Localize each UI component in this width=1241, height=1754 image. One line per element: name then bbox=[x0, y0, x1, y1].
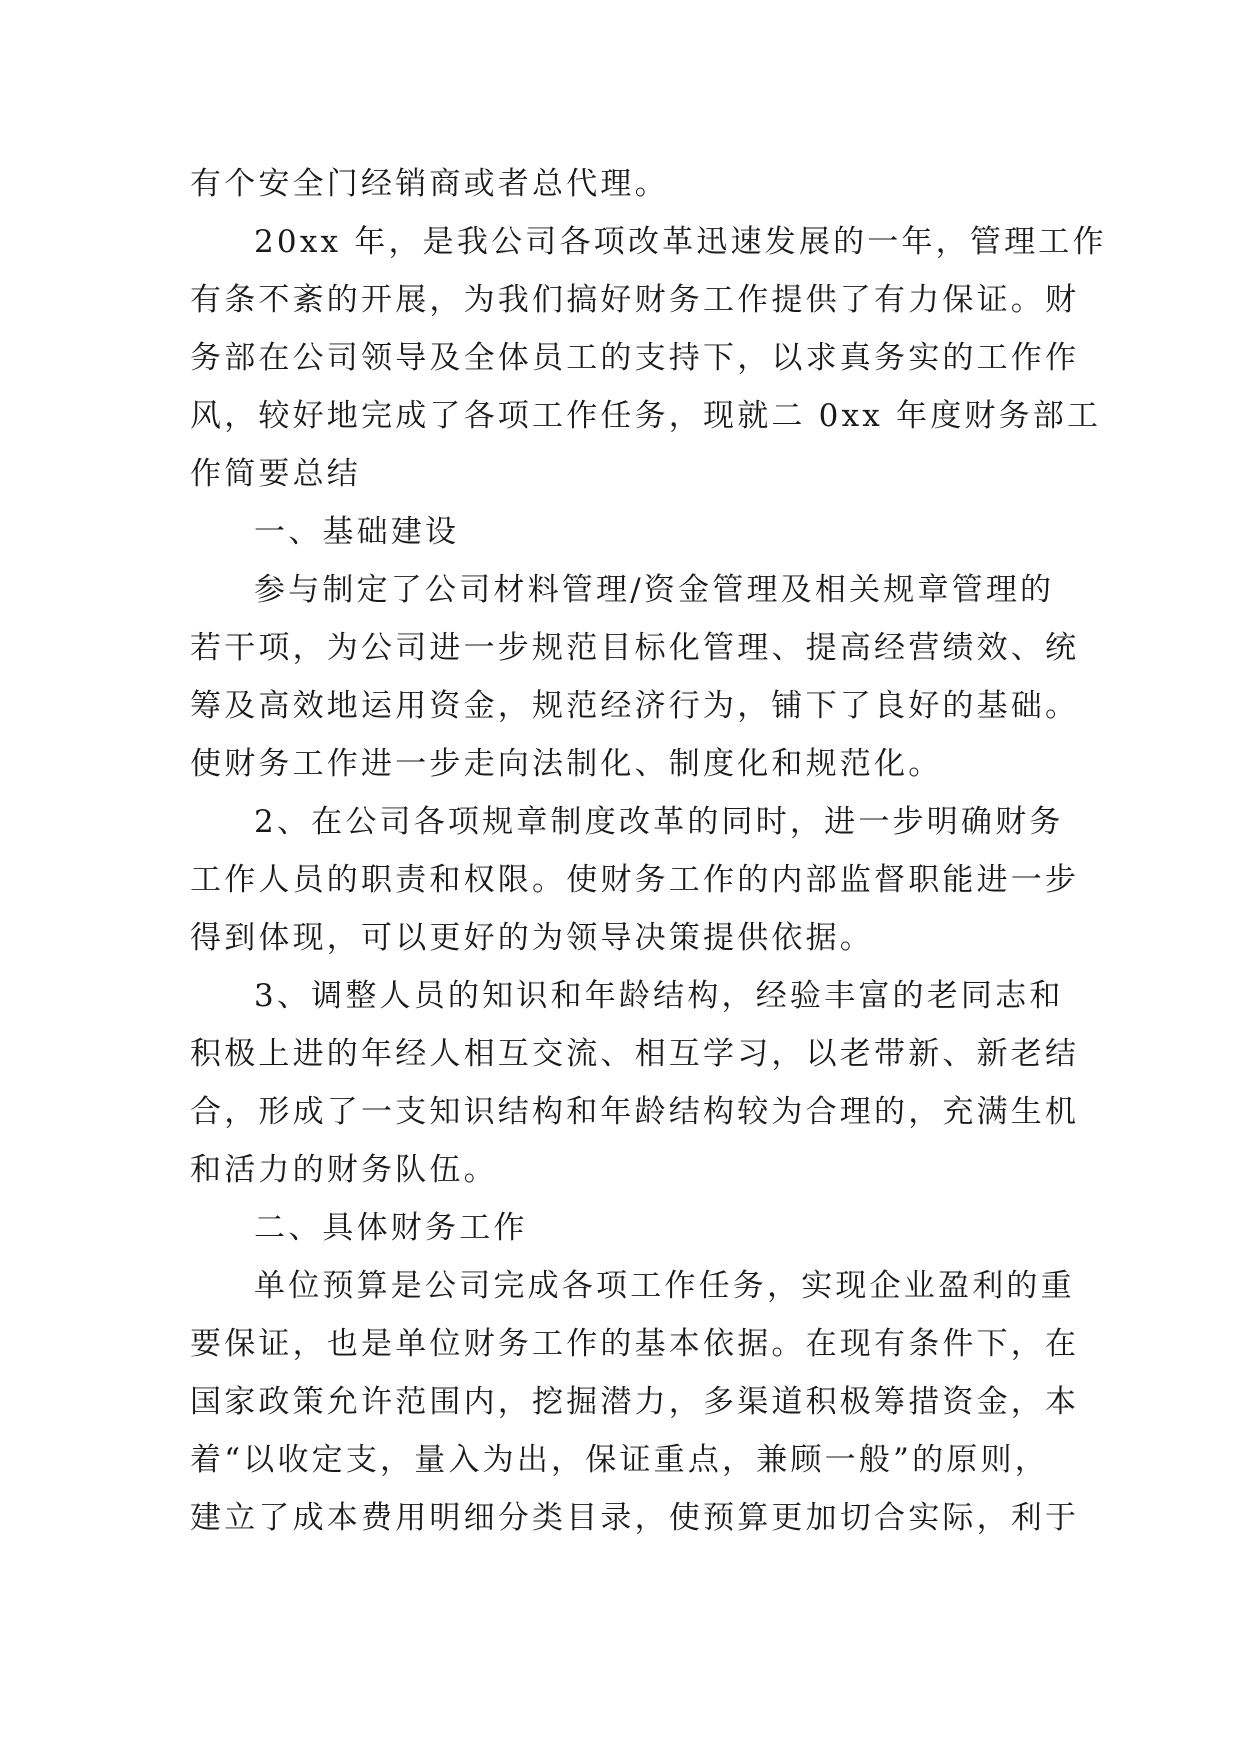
text-line: 作简要总结 bbox=[190, 456, 361, 492]
text-line: 筹及高效地运用资金，规范经济行为，铺下了良好的基础。 bbox=[190, 688, 1080, 724]
text-line: 有条不紊的开展，为我们搞好财务工作提供了有力保证。财 bbox=[190, 282, 1080, 318]
text-line: 一、基础建设 bbox=[254, 514, 460, 550]
text-line: 务部在公司领导及全体员工的支持下，以求真务实的工作作 bbox=[190, 340, 1080, 376]
text-line: 和活力的财务队伍。 bbox=[190, 1152, 498, 1188]
text-line: 工作人员的职责和权限。使财务工作的内部监督职能进一步 bbox=[190, 862, 1080, 898]
text-line: 2、在公司各项规章制度改革的同时，进一步明确财务 bbox=[254, 804, 1064, 840]
text-line: 参与制定了公司材料管理/资金管理及相关规章管理的 bbox=[254, 572, 1055, 608]
text-line: 国家政策允许范围内，挖掘潜力，多渠道积极筹措资金，本 bbox=[190, 1384, 1080, 1420]
text-line: 着“以收定支，量入为出，保证重点，兼顾一般”的原则， bbox=[190, 1442, 1049, 1478]
text-line: 积极上进的年经人相互交流、相互学习，以老带新、新老结 bbox=[190, 1036, 1080, 1072]
text-line: 风，较好地完成了各项工作任务，现就二 0xx 年度财务部工 bbox=[190, 398, 1102, 434]
text-line: 使财务工作进一步走向法制化、制度化和规范化。 bbox=[190, 746, 943, 782]
text-line: 单位预算是公司完成各项工作任务，实现企业盈利的重 bbox=[254, 1268, 1075, 1304]
text-line: 有个安全门经销商或者总代理。 bbox=[190, 166, 669, 202]
text-line: 建立了成本费用明细分类目录，使预算更加切合实际，利于 bbox=[190, 1500, 1080, 1536]
text-line: 20xx 年，是我公司各项改革迅速发展的一年，管理工作 bbox=[254, 224, 1107, 260]
text-line: 3、调整人员的知识和年龄结构，经验丰富的老同志和 bbox=[254, 978, 1064, 1014]
text-line: 得到体现，可以更好的为领导决策提供依据。 bbox=[190, 920, 874, 956]
text-line: 要保证，也是单位财务工作的基本依据。在现有条件下，在 bbox=[190, 1326, 1080, 1362]
text-line: 合，形成了一支知识结构和年龄结构较为合理的，充满生机 bbox=[190, 1094, 1080, 1130]
document-body bbox=[190, 155, 1107, 1547]
text-line: 二、具体财务工作 bbox=[254, 1210, 528, 1246]
text-line: 若干项，为公司进一步规范目标化管理、提高经营绩效、统 bbox=[190, 630, 1080, 666]
